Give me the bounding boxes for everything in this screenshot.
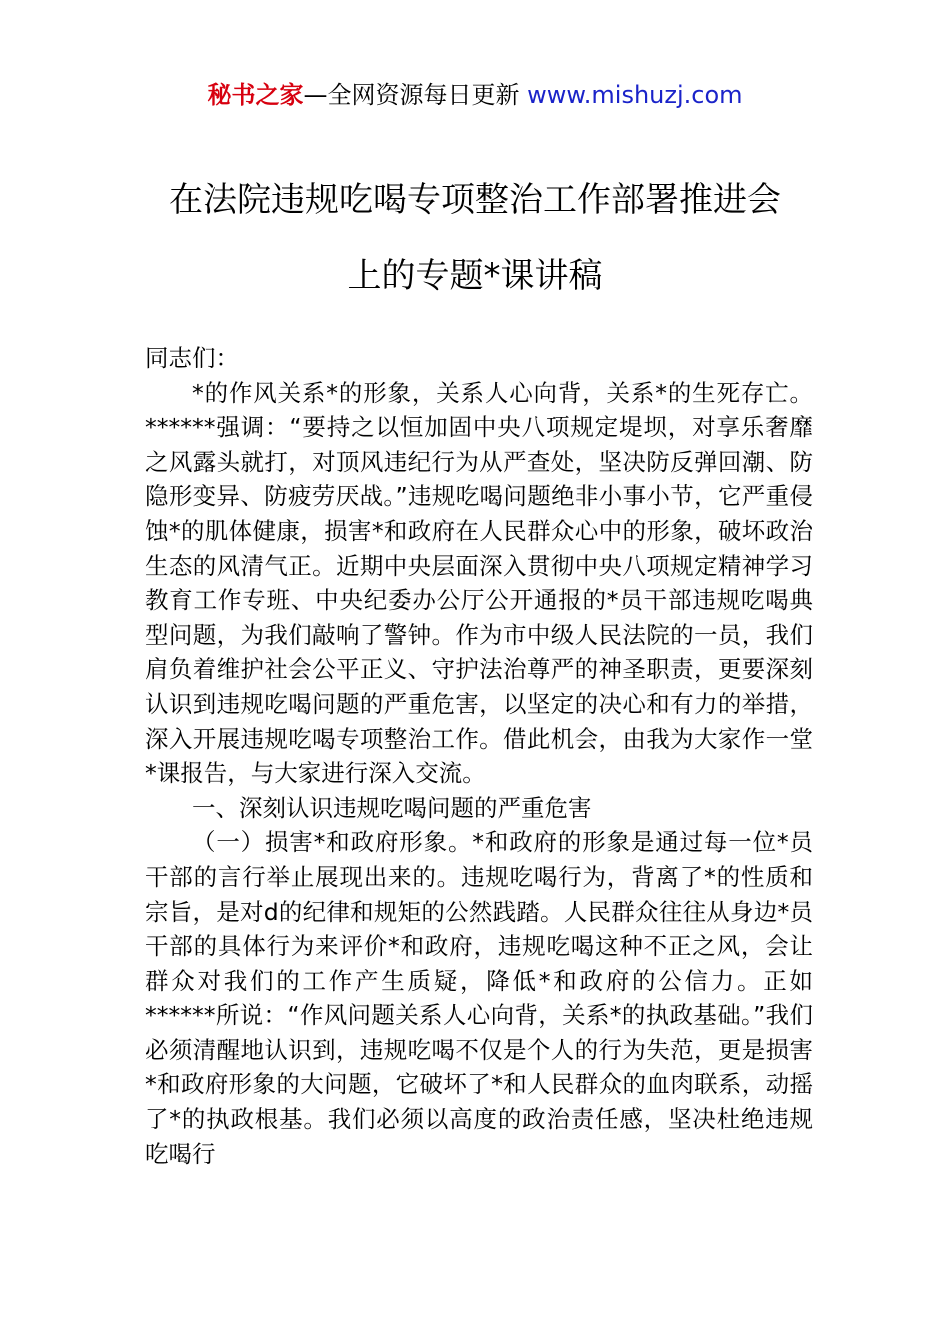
document-title [100,175,850,301]
section-heading: 一、深刻认识违规吃喝问题的严重危害 [192,793,592,822]
site-url-link[interactable]: www.mishuzj.com [527,81,743,109]
site-brand[interactable]: 秘书之家 [207,81,304,109]
greeting: 同志们： [145,344,239,372]
body-paragraph: （一）损害*和政府形象。*和政府的形象是通过每一位*员干部的言行举止展现出来的。违规吃喝行为，背离了*的性质和宗旨，是对d的纪律和规矩的公然践踏。人民群众往往从身边*员干部的具体行为来评价*和政府，违规吃喝这种不正之风，会让群众对我们的工作产生质疑，降低*和政府的公信力。正如******所说：“作风问题关系人心向背，关系*的执政基础。”我们必须清醒地认识到，违规吃喝不仅是个人的行为失范，更是损害*和政府形象的大问题，它破坏了*和人民群众的血肉联系，动摇了*的执政根基。我们必须以高度的政治责任感，坚决杜绝违规吃喝行 [145,828,813,1168]
site-tagline: —全网资源每日更新 [303,81,528,109]
document-body [145,341,813,1171]
title-line-2: 上的专题*课讲稿 [347,256,603,296]
title-line-1: 在法院违规吃喝专项整治工作部署推进会 [169,180,781,220]
site-header [0,78,950,112]
body-paragraph: *的作风关系*的形象，关系人心向背，关系*的生死存亡。******强调：“要持之以恒加固中央八项规定堤坝，对享乐奢靡之风露头就打，对顶风违纪行为从严查处，坚决防反弹回潮、防隐形变异、防疲劳厌战。”违规吃喝问题绝非小事小节，它严重侵蚀*的肌体健康，损害*和政府在人民群众心中的形象，破坏政治生态的风清气正。近期中央层面深入贯彻中央八项规定精神学习教育工作专班、中央纪委办公厅公开通报的*员干部违规吃喝典型问题，为我们敲响了警钟。作为市中级人民法院的一员，我们肩负着维护社会公平正义、守护法治尊严的神圣职责，更要深刻认识到违规吃喝问题的严重危害，以坚定的决心和有力的举措，深入开展违规吃喝专项整治工作。借此机会，由我为大家作一堂*课报告，与大家进行深入交流。 [145,378,813,788]
